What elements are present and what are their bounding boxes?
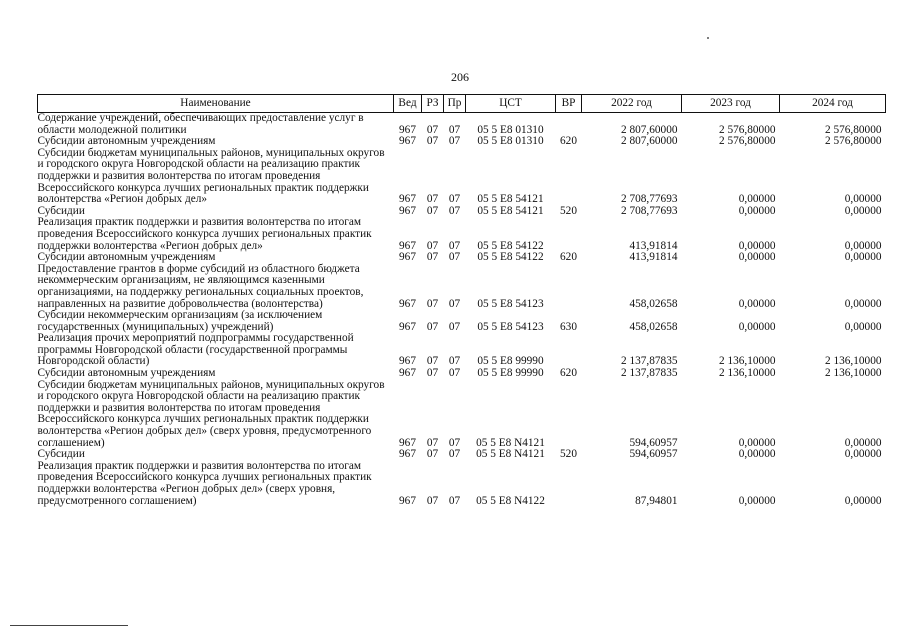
table-header-row xyxy=(38,95,886,113)
header-cst: ЦСТ xyxy=(466,95,556,113)
cell-cst: 05 5 E8 99990 xyxy=(477,367,544,380)
table-row xyxy=(38,113,886,137)
cell-y2024: 0,00000 xyxy=(844,448,882,461)
cell-name: Субсидии xyxy=(37,204,85,217)
header-name: Наименование xyxy=(38,95,394,113)
cell-rz: 07 xyxy=(426,320,439,333)
cell-y2023: 0,00000 xyxy=(738,193,776,206)
cell-y2022: 413,91814 xyxy=(629,251,678,264)
cell-rz: 07 xyxy=(426,251,439,264)
cell-name: Субсидии автономным учреждениям xyxy=(37,251,216,264)
cell-y2022: 2 137,87835 xyxy=(621,367,678,380)
cell-cst: 05 5 E8 54123 xyxy=(477,297,544,310)
cell-y2024: 0,00000 xyxy=(844,193,882,206)
budget-table xyxy=(37,94,886,507)
cell-pr: 07 xyxy=(448,193,461,206)
cell-ved: 967 xyxy=(399,355,416,368)
header-2023: 2023 год xyxy=(682,95,780,113)
table-row xyxy=(38,148,886,206)
cell-pr: 07 xyxy=(448,436,461,449)
cell-vr: 620 xyxy=(560,135,577,148)
cell-cst: 05 5 E8 N4122 xyxy=(476,494,545,507)
cell-name: Субсидии бюджетам муниципальных районов, муниципальных округов и городского округа Новгородской области на реализацию практик поддержки и развития волонтерства по итогам проведения Всероссийского конкурса лучших региональных практик поддержки волонтерства «Регион добрых дел» (сверх уровня, предусмотренного соглашением) xyxy=(37,378,385,449)
cell-name: Субсидии бюджетам муниципальных районов, муниципальных округов и городского округа Новгородской области на реализацию практик поддержки и развития волонтерства по итогам проведения Всероссийского конкурса лучших региональных практик поддержки волонтерства «Регион добрых дел» xyxy=(37,146,385,206)
cell-y2024: 0,00000 xyxy=(844,204,882,217)
header-vr: ВР xyxy=(556,95,582,113)
cell-vr xyxy=(556,461,582,507)
cell-y2023: 2 576,80000 xyxy=(719,135,776,148)
cell-y2024: 2 576,80000 xyxy=(825,135,882,148)
cell-name: Предоставление грантов в форме субсидий из областного бюджета некоммерческим организациям, не являющимся казенными организациями, на поддержку региональных социальных проектов, направленных на развитие добровольчества (волонтерства) xyxy=(37,262,364,310)
cell-cst: 05 5 E8 54122 xyxy=(477,251,544,264)
cell-y2024: 2 136,10000 xyxy=(825,367,882,380)
cell-pr: 07 xyxy=(448,135,461,148)
cell-rz: 07 xyxy=(426,135,439,148)
cell-ved: 967 xyxy=(399,123,416,136)
cell-vr: 620 xyxy=(560,367,577,380)
table-body xyxy=(38,113,886,508)
cell-vr xyxy=(556,217,582,252)
cell-pr: 07 xyxy=(448,204,461,217)
cell-rz: 07 xyxy=(426,123,439,136)
cell-y2024: 0,00000 xyxy=(844,297,882,310)
cell-y2022: 2 708,77693 xyxy=(621,204,678,217)
cell-ved: 967 xyxy=(399,320,416,333)
cell-ved: 967 xyxy=(399,448,416,461)
cell-name: Субсидии некоммерческим организациям (за исключением государственных (муниципальных) учреждений) xyxy=(37,309,323,333)
cell-pr: 07 xyxy=(448,251,461,264)
scan-speck xyxy=(707,37,709,39)
cell-rz: 07 xyxy=(426,355,439,368)
cell-name: Субсидии автономным учреждениям xyxy=(37,367,216,380)
cell-y2023: 0,00000 xyxy=(738,320,776,333)
cell-y2022: 2 708,77693 xyxy=(621,193,678,206)
cell-ved: 967 xyxy=(399,251,416,264)
cell-name: Реализация прочих мероприятий подпрограммы государственной программы Новгородской области (государственной программы Новгородской области) xyxy=(37,332,354,368)
cell-ved: 967 xyxy=(399,494,416,507)
table-row xyxy=(38,333,886,368)
cell-cst: 05 5 E8 01310 xyxy=(477,123,544,136)
cell-vr: 520 xyxy=(560,204,577,217)
cell-y2024: 0,00000 xyxy=(844,436,882,449)
header-rz: РЗ xyxy=(422,95,444,113)
cell-y2023: 0,00000 xyxy=(738,436,776,449)
cell-cst: 05 5 E8 54121 xyxy=(477,193,544,206)
cell-pr: 07 xyxy=(448,320,461,333)
cell-rz: 07 xyxy=(426,204,439,217)
cell-ved: 967 xyxy=(399,367,416,380)
cell-y2022: 2 137,87835 xyxy=(621,355,678,368)
cell-vr: 520 xyxy=(560,448,577,461)
cell-y2024: 2 576,80000 xyxy=(825,123,882,136)
table-row xyxy=(38,461,886,507)
cell-y2024: 2 136,10000 xyxy=(825,355,882,368)
header-2022: 2022 год xyxy=(582,95,682,113)
cell-cst: 05 5 E8 N4121 xyxy=(476,436,545,449)
cell-cst: 05 5 E8 N4121 xyxy=(476,448,545,461)
cell-y2022: 2 807,60000 xyxy=(621,135,678,148)
cell-y2022: 458,02658 xyxy=(629,320,678,333)
cell-ved: 967 xyxy=(399,193,416,206)
cell-pr: 07 xyxy=(448,367,461,380)
cell-cst: 05 5 E8 01310 xyxy=(477,135,544,148)
cell-name: Содержание учреждений, обеспечивающих предоставление услуг в области молодежной политики xyxy=(37,112,364,136)
table-row xyxy=(38,310,886,333)
cell-y2024: 0,00000 xyxy=(844,239,882,252)
cell-vr xyxy=(556,148,582,206)
cell-vr xyxy=(556,333,582,368)
header-pr: Пр xyxy=(444,95,466,113)
table-row xyxy=(38,380,886,450)
cell-name: Реализация практик поддержки и развития волонтерства по итогам проведения Всероссийского конкурса лучших региональных практик поддержки волонтерства «Регион добрых дел» xyxy=(37,216,372,252)
cell-cst: 05 5 E8 54121 xyxy=(477,204,544,217)
cell-rz: 07 xyxy=(426,239,439,252)
cell-y2024: 0,00000 xyxy=(844,320,882,333)
table-row xyxy=(38,368,886,380)
cell-vr xyxy=(556,264,582,310)
cell-y2022: 458,02658 xyxy=(629,297,678,310)
cell-y2023: 2 576,80000 xyxy=(719,123,776,136)
cell-y2023: 0,00000 xyxy=(738,204,776,217)
cell-pr: 07 xyxy=(448,123,461,136)
cell-rz: 07 xyxy=(426,193,439,206)
cell-name: Субсидии xyxy=(37,448,85,461)
cell-pr: 07 xyxy=(448,494,461,507)
cell-y2024: 0,00000 xyxy=(844,494,882,507)
cell-pr: 07 xyxy=(448,239,461,252)
table-row xyxy=(38,264,886,310)
header-ved: Вед xyxy=(394,95,422,113)
cell-vr xyxy=(556,113,582,137)
cell-name: Реализация практик поддержки и развития волонтерства по итогам проведения Всероссийского конкурса лучших региональных практик поддержки волонтерства «Регион добрых дел» (сверх уровня, предусмотренного соглашением) xyxy=(37,459,372,507)
header-2024: 2024 год xyxy=(780,95,886,113)
cell-y2023: 0,00000 xyxy=(738,494,776,507)
cell-ved: 967 xyxy=(399,297,416,310)
cell-y2022: 2 807,60000 xyxy=(621,123,678,136)
page-number: 206 xyxy=(451,70,469,84)
table-row xyxy=(38,217,886,252)
cell-ved: 967 xyxy=(399,436,416,449)
cell-pr: 07 xyxy=(448,297,461,310)
cell-pr: 07 xyxy=(448,355,461,368)
cell-cst: 05 5 E8 54122 xyxy=(477,239,544,252)
cell-rz: 07 xyxy=(426,297,439,310)
cell-cst: 05 5 E8 99990 xyxy=(477,355,544,368)
cell-y2023: 0,00000 xyxy=(738,297,776,310)
cell-ved: 967 xyxy=(399,135,416,148)
cell-y2022: 594,60957 xyxy=(629,448,678,461)
cell-cst: 05 5 E8 54123 xyxy=(477,320,544,333)
cell-vr: 630 xyxy=(560,320,577,333)
cell-y2023: 2 136,10000 xyxy=(719,367,776,380)
footer-rule xyxy=(10,625,128,626)
cell-rz: 07 xyxy=(426,436,439,449)
cell-pr: 07 xyxy=(448,448,461,461)
cell-y2023: 0,00000 xyxy=(738,251,776,264)
cell-vr xyxy=(556,380,582,450)
cell-rz: 07 xyxy=(426,494,439,507)
cell-y2023: 0,00000 xyxy=(738,448,776,461)
cell-ved: 967 xyxy=(399,239,416,252)
cell-y2023: 0,00000 xyxy=(738,239,776,252)
table-row xyxy=(38,252,886,264)
cell-rz: 07 xyxy=(426,367,439,380)
cell-y2022: 413,91814 xyxy=(629,239,678,252)
cell-name: Субсидии автономным учреждениям xyxy=(37,135,216,148)
cell-ved: 967 xyxy=(399,204,416,217)
cell-vr: 620 xyxy=(560,251,577,264)
cell-y2022: 594,60957 xyxy=(629,436,678,449)
cell-y2024: 0,00000 xyxy=(844,251,882,264)
cell-y2023: 2 136,10000 xyxy=(719,355,776,368)
cell-rz: 07 xyxy=(426,448,439,461)
cell-y2022: 87,94801 xyxy=(635,494,678,507)
